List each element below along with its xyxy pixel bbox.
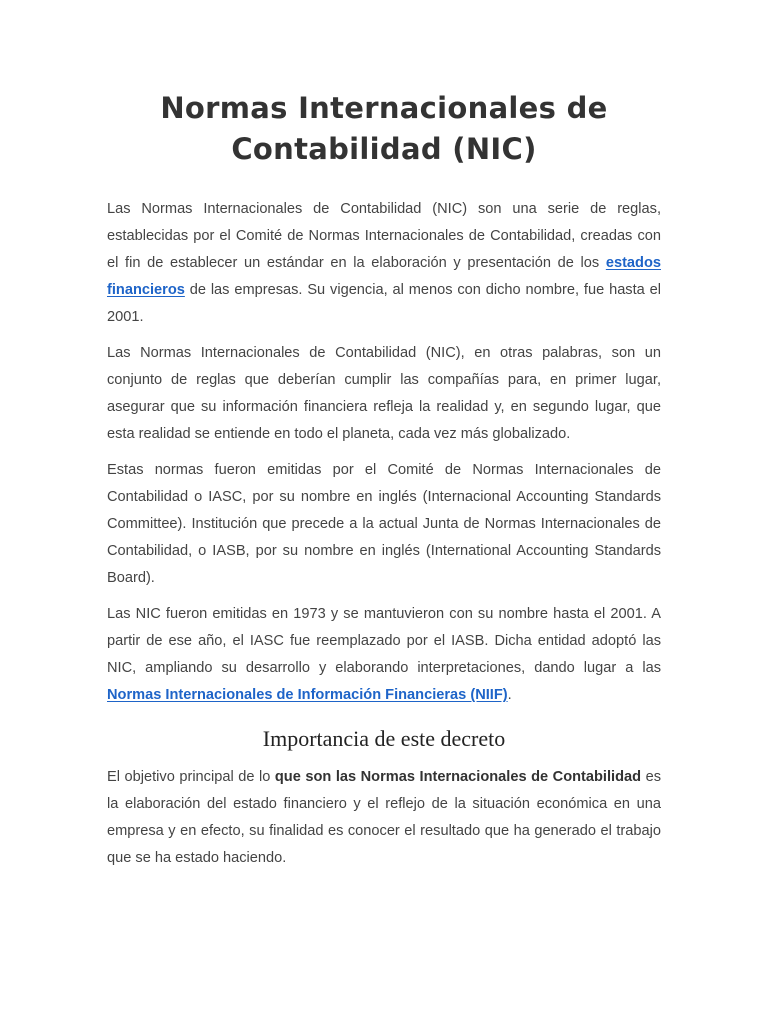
- paragraph-intro-text-after: de las empresas. Su vigencia, al menos con dicho nombre, fue hasta el 2001.: [107, 282, 661, 325]
- section-heading: Importancia de este decreto: [262, 726, 506, 751]
- paragraph-intro: [107, 196, 661, 331]
- niif-link[interactable]: Normas Internacionales de Información Financieras (NIIF): [107, 687, 508, 703]
- paragraph-importance-text-before: El objetivo principal de lo: [107, 769, 275, 785]
- paragraph-history: [107, 601, 661, 709]
- page-title: Normas Internacionales de Contabilidad (NIC): [160, 91, 608, 166]
- paragraph-importance: [107, 764, 661, 872]
- paragraph-intro-text-before: Las Normas Internacionales de Contabilidad (NIC) son una serie de reglas, establecidas por el Comité de Normas Internacionales de Contabilidad, creadas con el fin de establecer un estándar en la elaboración y presentación de los: [107, 201, 661, 271]
- paragraph-origin: Estas normas fueron emitidas por el Comité de Normas Internacionales de Contabilidad o IASC, por su nombre en inglés (Internacional Accounting Standards Committee). Institución que precede a la actual Junta de Normas Internacionales de Contabilidad, o IASB, por su nombre en inglés (International Accounting Standards Board).: [107, 462, 661, 586]
- paragraph-importance-bold: que son las Normas Internacionales de Contabilidad: [274, 769, 642, 785]
- paragraph-history-text-before: Las NIC fueron emitidas en 1973 y se mantuvieron con su nombre hasta el 2001. A partir de ese año, el IASC fue reemplazado por el IASB. Dicha entidad adoptó las NIC, ampliando su desarrollo y elaborando interpretaciones, dando lugar a las: [107, 606, 661, 676]
- paragraph-importance-text-after: es la elaboración del estado financiero y el reflejo de la situación económica en una empresa y en efecto, su finalidad es conocer el resultado que ha generado el trabajo que se ha estado haciendo.: [107, 769, 661, 866]
- estados-financieros-link[interactable]: estados financieros: [107, 255, 661, 298]
- paragraph-definition: Las Normas Internacionales de Contabilidad (NIC), en otras palabras, son un conjunto de reglas que deberían cumplir las compañías para, en primer lugar, asegurar que su información financiera refleja la realidad y, en segundo lugar, que esta realidad se entiende en todo el planeta, cada vez más globalizado.: [107, 345, 661, 442]
- document-page: [107, 88, 661, 872]
- paragraph-history-text-after: .: [507, 687, 512, 703]
